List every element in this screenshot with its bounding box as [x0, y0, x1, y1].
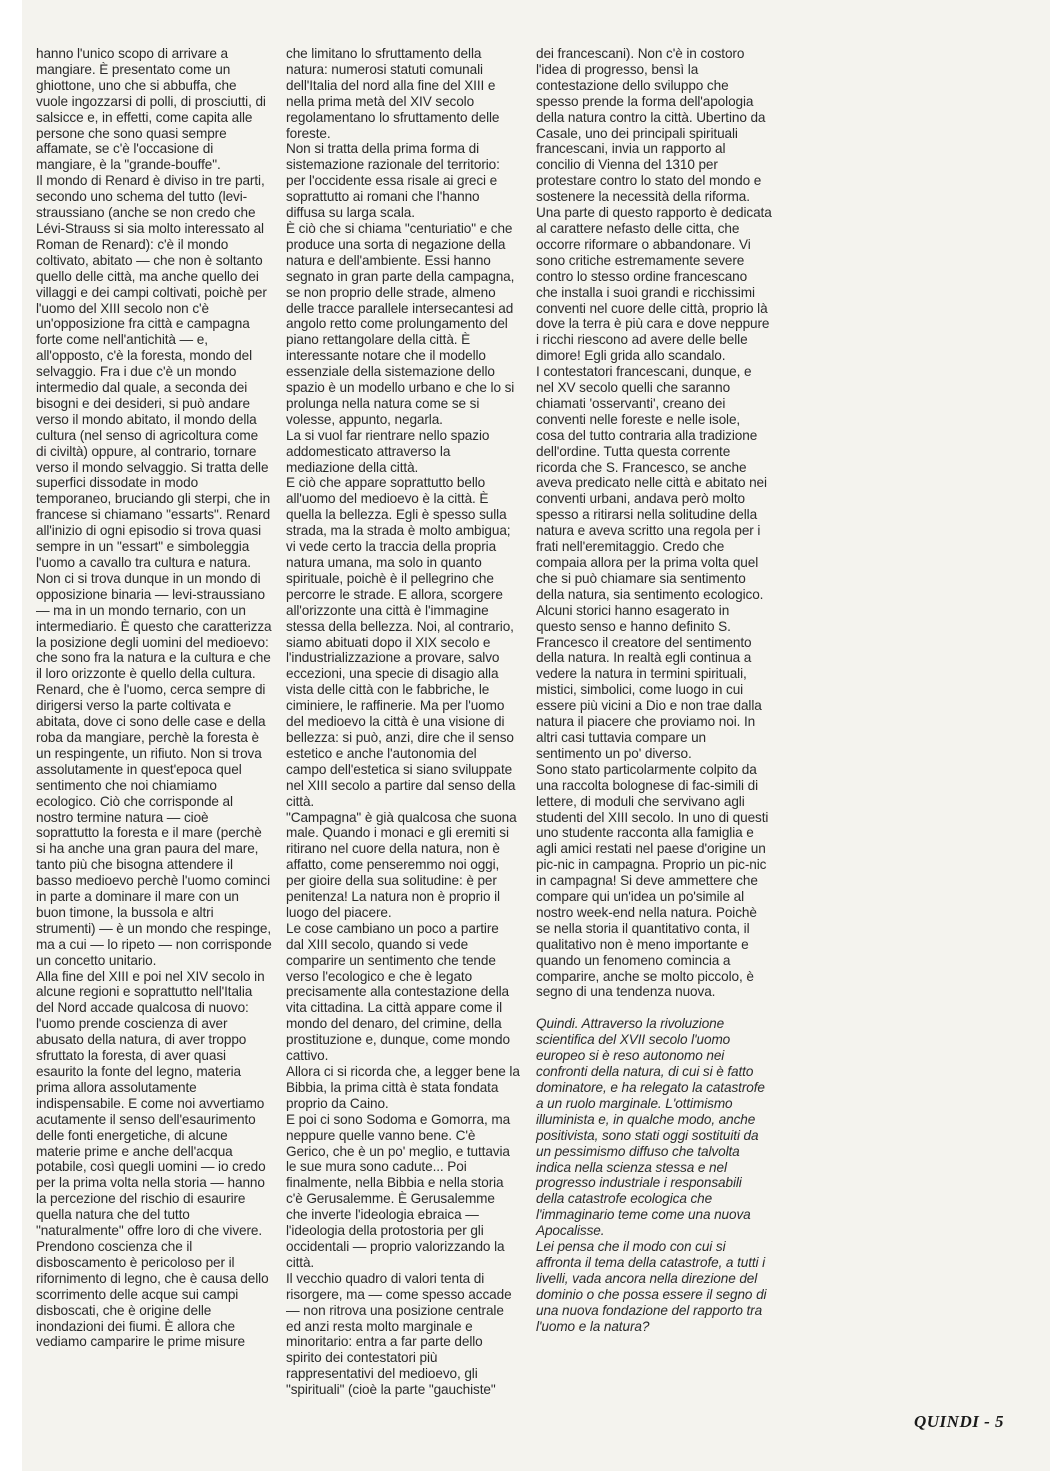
paragraph: che limitano lo sfruttamento della natura: numerosi statuti comunali dell'Italia del nord alla fine del XIII e nella prima metà del XIV secolo regolamentano lo sfruttamento delle foreste. — [286, 46, 500, 141]
text-column-1 — [36, 46, 272, 1350]
paragraph: Il mondo di Renard è diviso in tre parti, secondo uno schema del tutto (levi-straussiano (anche se non credo che Lévi-Strauss si sia molto interessato al Roman de Renard): c'è il mondo coltivato, abitato — che non è soltanto quello delle città, ma anche quello dei villaggi e dei campi coltivati, poichè per l'uomo del XIII secolo non c'è un'opposizione fra città e campagna forte come nell'antichità — e, all'opposto, c'è la foresta, mondo del selvaggio. Fra i due c'è un mondo intermedio dal quale, a seconda dei bisogni e dei desideri, si può andare verso il mondo abitato, il mondo della cultura (nel senso di agricoltura come di civiltà) oppure, al contrario, tornare verso il mondo selvaggio. Si tratta delle superfici dissodate in modo temporaneo, bruciando gli sterpi, che in francese si chiamano "essarts". Renard all'inizio di ogni episodio si trova quasi sempre in un "essart" e simboleggia l'uomo a cavallo tra cultura e natura. Non ci si trova dunque in un mondo di opposizione binaria — levi-straussiano — ma in un mondo ternario, con un intermediario. È questo che caratterizza la posizione degli uomini del medioevo: che sono fra la natura e la cultura e che il loro orizzonte è quello della cultura. — [36, 173, 272, 682]
paragraph: Renard, che è l'uomo, cerca sempre di dirigersi verso la parte coltivata e abitata, dove ci sono delle case e della roba da mangiare, perchè la foresta è un respingente, un rifiuto. Non si trova assolutamente in quest'epoca quel sentimento che noi chiamiamo ecologico. Ciò che corrisponde al nostro termine natura — cioè soprattutto la foresta e il mare (perchè si ha anche una gran paura del mare, tanto più che bisogna attendere il basso medioevo perchè l'uomo cominci in parte a dominare il mare con un buon timone, la bussola e altri strumenti) — è un mondo che respinge, ma a cui — lo ripeto — non corrisponde un concetto unitario. — [36, 682, 272, 968]
paragraph: Le cose cambiano un poco a partire dal XIII secolo, quando si vede comparire un sentimento che tende verso l'ecologico e che è legato precisamente alla contestazione della vita cittadina. La città appare come il mondo del denaro, del crimine, della prostituzione e, dunque, come mondo cattivo. — [286, 920, 510, 1064]
paragraph: I contestatori francescani, dunque, e nel XV secolo quelli che saranno chiamati 'osservanti', creano dei conventi nelle foreste e nelle isole, cosa del tutto contraria alla tradizione dell'ordine. Tutta questa corrente ricorda che S. Francesco, se anche aveva predicato nelle città e abitato nei conventi urbani, andava però molto spesso a ritirarsi nella solitudine della natura e aveva scritto una regola per i frati nell'eremitaggio. Credo che compaia allora per la prima volta quel che si può chiamare sia sentimento della natura, sia sentimento ecologico. Alcuni storici hanno esagerato in questo senso e hanno definito S. Francesco il creatore del sentimento della natura. In realtà egli continua a vedere la natura in termini spirituali, mistici, simbolici, come luogo in cui essere più vicini a Dio e non trae dalla natura il piacere che proviamo noi. In altri casi tuttavia compare un sentimento un po' diverso. — [536, 364, 767, 761]
paragraph: Non si tratta della prima forma di sistemazione razionale del territorio: per l'occidente essa risale ai greci e soprattutto ai romani che l'hanno diffusa su larga scala. — [286, 141, 500, 221]
text-column-2 — [286, 46, 520, 1398]
paragraph: La si vuol far rientrare nello spazio addomesticato attraverso la mediazione della città. — [286, 427, 490, 475]
paragraph: Sono stato particolarmente colpito da una raccolta bolognese di fac-simili di lettere, di moduli che servivano agli studenti del XIII secolo. In uno di questi uno studente racconta alla famiglia e agli amici restati nel paese d'origine un pic-nic in campagna. Proprio un pic-nic in campagna! Si deve ammettere che compare qui un'idea un po'simile al nostro week-end nella natura. Poichè se nella storia il quantitativo conta, il qualitativo non è meno importante e quando un fenomeno comincia a comparire, anche se molto piccolo, è segno di una tendenza nuova. — [536, 761, 769, 1000]
paragraph: dei francescani). Non c'è in costoro l'idea di progresso, bensì la contestazione dello sviluppo che spesso prende la forma dell'apologia della natura contro la città. Ubertino da Casale, uno dei principali spirituali francescani, invia un rapporto al concilio di Vienna del 1310 per protestare contro lo stato del mondo e sostenere la necessità della riforma. Una parte di questo rapporto è dedicata al carattere nefasto delle citta, che occorre riformare o abbandonare. Vi sono critiche estremamente severe contro lo stesso ordine francescano che installa i suoi grandi e ricchissimi conventi nel cuore delle città, proprio là dove la terra è più cara e dove neppure i ricchi riescono ad avere delle belle dimore! Egli grida allo scandalo. — [536, 46, 772, 364]
paragraph: hanno l'unico scopo di arrivare a mangiare. È presentato come un ghiottone, uno che si abbuffa, che vuole ingozzarsi di polli, di prosciutti, di salsicce e, in effetti, come capita alle persone che sono quasi sempre affamate, se c'è l'occasione di mangiare, è la "grande-bouffe". — [36, 46, 266, 173]
paragraph: E ciò che appare soprattutto bello all'uomo del medioevo è la città. È quella la bellezza. Egli è spesso sulla strada, ma la strada è molto ambigua; vi vede certo la traccia della propria natura umana, ma solo in quanto spirituale, poichè è il pellegrino che percorre le strade. E allora, scorgere all'orizzonte una città è l'immagine stessa della bellezza. Noi, al contrario, siamo abituati dopo il XIX secolo e l'industrializzazione a provare, salvo eccezioni, una specie di disagio alla vista delle città con le fabbriche, le ciminiere, le raffinerie. Ma per l'uomo del medioevo la città è una visione di bellezza: si può, anzi, dire che il senso estetico e anche l'autonomia del campo dell'estetica si siano sviluppate nel XIII secolo a partire dal senso della città. — [286, 475, 516, 809]
paragraph: E poi ci sono Sodoma e Gomorra, ma neppure quelle vanno bene. C'è Gerico, che è un po' meglio, e tuttavia le sue mura sono cadute... Poi finalmente, nella Bibbia e nella storia c'è Gerusalemme. È Gerusalemme che inverte l'ideologia ebraica — l'ideologia della protostoria per gli occidentali — proprio valorizzando la città. — [286, 1111, 511, 1270]
page-edge — [0, 0, 22, 1471]
paragraph: È ciò che si chiama "centuriatio" e che produce una sorta di negazione della natura e dell'ambiente. Essi hanno segnato in gran parte della campagna, se non proprio delle strade, almeno delle tracce parallele intersecantesi ad angolo retto come prolungamento del piano rettangolare della città. È interessante notare che il modello essenziale della sistemazione dello spazio è un modello urbano e che lo si prolunga nella natura come se si volesse, appunto, negarla. — [286, 220, 515, 427]
paragraph: Il vecchio quadro di valori tenta di risorgere, ma — come spesso accade — non ritrova una posizione centrale ed anzi resta molto marginale e minoritario: entra a far parte dello spirito dei contestatori più rappresentativi del medioevo, gli "spirituali" (cioè la parte "gauchiste" — [286, 1270, 512, 1398]
paragraph: Allora ci si ricorda che, a legger bene la Bibbia, la prima città è stata fondata proprio da Caino. — [286, 1064, 520, 1111]
paragraph: Alla fine del XIII e poi nel XIV secolo in alcune regioni e soprattutto nell'Italia del Nord accade qualcosa di nuovo: l'uomo prende coscienza di aver abusato della natura, di aver troppo sfruttato la foresta, di aver quasi esaurito la fonte del legno, materia prima allora assolutamente indispensabile. E come noi avvertiamo acutamente il senso dell'esaurimento delle fonti energetiche, di alcune materie prime e anche dell'acqua potabile, così quegli uomini — io credo per la prima volta nella storia — hanno la percezione del rischio di esaurire quella natura che del tutto "naturalmente" offre loro di che vivere. Prendono coscienza che il disboscamento è pericoloso per il rifornimento di legno, che è causa dello scorrimento delle acque sui campi disboscati, che è origine delle inondazioni dei fiumi. È allora che vediamo camparire le prime misure — [36, 968, 269, 1350]
interview-question: Lei pensa che il modo con cui si affronta il tema della catastrofe, a tutti i livelli, vada ancora nella direzione del dominio o che possa essere il segno di una nuova fondazione del rapporto tra l'uomo e la natura? — [536, 1239, 767, 1334]
text-column-3 — [536, 46, 772, 1335]
page-folio: QUINDI - 5 — [914, 1412, 1004, 1431]
paragraph: "Campagna" è già qualcosa che suona male. Quando i monaci e gli eremiti si ritirano nel cuore della natura, non è affatto, come penseremmo noi oggi, per gioire della sua solitudine: è per penitenza! La natura non è proprio il luogo del piacere. — [286, 809, 517, 920]
interview-question: Quindi. Attraverso la rivoluzione scientifica del XVII secolo l'uomo europeo si è reso autonomo nei confronti della natura, di cui si è fatto dominatore, e ha relegato la catastrofe a un ruolo marginale. L'ottimismo illuminista e, in qualche modo, anche positivista, sono stati oggi sostituiti da un pessimismo diffuso che talvolta indica nella scienza stessa e nel progresso industriale i responsabili della catastrofe ecologica che l'immaginario teme come una nuova Apocalisse. — [536, 1016, 765, 1239]
